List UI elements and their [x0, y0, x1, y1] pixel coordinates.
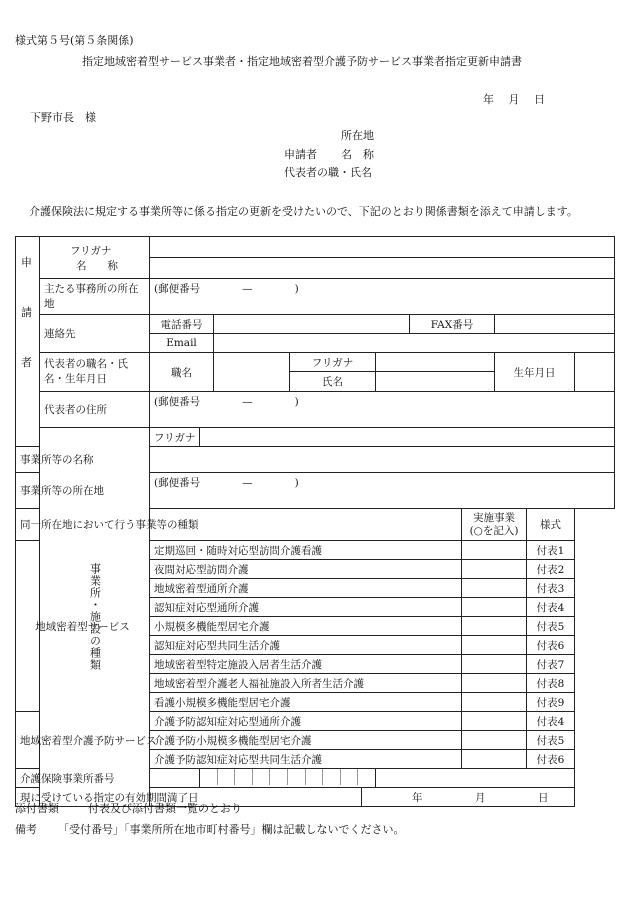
office-address-field[interactable] — [150, 279, 615, 315]
facility-side-label: 事業所・施設の種類 — [40, 428, 150, 807]
service-implement-field[interactable] — [462, 655, 527, 674]
service-name: 介護予防認知症対応型通所介護 — [150, 712, 462, 731]
service-form: 付表5 — [527, 617, 575, 636]
contact-label: 連絡先 — [40, 315, 150, 353]
service-form: 付表1 — [527, 541, 575, 560]
email-label: Email — [150, 334, 214, 353]
facility-name-label: 事業所等の名称 — [16, 447, 40, 473]
service-form: 付表4 — [527, 598, 575, 617]
rep-furigana-field[interactable] — [376, 353, 495, 372]
attachments-label: 添付書類 — [15, 802, 59, 815]
applicant-side-char: 申 — [21, 256, 34, 269]
service-form: 付表9 — [527, 693, 575, 712]
service-implement-field[interactable] — [462, 750, 527, 769]
remarks-label: 備考 — [15, 823, 37, 836]
furigana-field[interactable] — [150, 237, 615, 258]
rep-postal-code-text: (郵便番号 — ) — [154, 396, 299, 408]
service-form: 付表6 — [527, 750, 575, 769]
representative-label: 代表者の職・氏名 — [284, 166, 372, 179]
tel-label: 電話番号 — [150, 315, 214, 334]
tel-field[interactable] — [214, 315, 410, 334]
service-name: 地域密着型特定施設入居者生活介護 — [150, 655, 462, 674]
validity-date-field[interactable]: 年 月 日 — [362, 788, 575, 807]
service-name: 小規模多機能型居宅介護 — [150, 617, 462, 636]
service-implement-field[interactable] — [462, 560, 527, 579]
remarks-text: 「受付番号」「事業所所在地市町村番号」欄は記載しないでください。 — [58, 823, 405, 836]
form-number: 様式第５号(第５条関係) — [15, 34, 134, 47]
job-title-field[interactable] — [214, 353, 290, 392]
application-form-table — [15, 236, 615, 807]
service-name: 介護予防小規模多機能型居宅介護 — [150, 731, 462, 750]
applicant-address-label: 所在地 — [341, 129, 374, 142]
service-implement-field[interactable] — [462, 541, 527, 560]
facility-furigana-field[interactable] — [200, 428, 615, 447]
service-form: 付表3 — [527, 579, 575, 598]
service-name: 看護小規模多機能型居宅介護 — [150, 693, 462, 712]
insurance-number-label: 介護保険事業所番号 — [16, 769, 200, 788]
name-label: 名 称 — [76, 259, 118, 272]
service-form: 付表8 — [527, 674, 575, 693]
furigana-label: フリガナ — [70, 244, 112, 257]
rep-address-field[interactable] — [150, 392, 615, 428]
facility-name-field[interactable] — [150, 447, 615, 473]
service-implement-field[interactable] — [462, 598, 527, 617]
birth-date-field[interactable] — [575, 353, 615, 392]
service-implement-field[interactable] — [462, 731, 527, 750]
applicant-side-char: 者 — [21, 356, 34, 369]
addressee: 下野市長 様 — [30, 111, 96, 124]
implement-header: 実施事業 (○を記入) — [462, 509, 527, 541]
date-line: 年 月 日 — [483, 93, 545, 106]
service-group-label: 地域密着型サービス — [16, 541, 150, 712]
service-implement-field[interactable] — [462, 712, 527, 731]
name-field[interactable] — [150, 258, 615, 279]
service-form: 付表2 — [527, 560, 575, 579]
rep-name-label: 氏名 — [290, 372, 376, 392]
service-implement-field[interactable] — [462, 636, 527, 655]
facility-address-field[interactable] — [150, 473, 615, 509]
service-name: 介護予防認知症対応型共同生活介護 — [150, 750, 462, 769]
facility-address-label: 事業所等の所在地 — [16, 473, 40, 509]
service-name: 認知症対応型共同生活介護 — [150, 636, 462, 655]
birth-date-label: 生年月日 — [495, 353, 575, 392]
types-header: 同一所在地において行う事業等の種類 — [16, 509, 462, 541]
service-name: 地域密着型通所介護 — [150, 579, 462, 598]
insurance-number-field[interactable] — [200, 769, 376, 788]
attachments-text: 付表及び添付書類一覧のとおり — [88, 802, 242, 815]
service-name: 夜間対応型訪問介護 — [150, 560, 462, 579]
service-name: 定期巡回・随時対応型訪問介護看護 — [150, 541, 462, 560]
applicant-side-label — [16, 237, 40, 447]
service-implement-field[interactable] — [462, 674, 527, 693]
service-name: 認知症対応型通所介護 — [150, 598, 462, 617]
applicant-name-label: 名 称 — [341, 148, 374, 161]
job-title-label: 職名 — [150, 353, 214, 392]
page-title: 指定地域密着型サービス事業者・指定地域密着型介護予防サービス事業者指定更新申請書 — [82, 55, 522, 68]
service-group-label: 地域密着型介護予防サービス — [16, 712, 150, 769]
service-form: 付表6 — [527, 636, 575, 655]
service-implement-field[interactable] — [462, 693, 527, 712]
validity-label: 現に受けている指定の有効期間満了日 — [16, 788, 362, 807]
facility-postal-code-text: (郵便番号 — ) — [154, 477, 299, 489]
fax-label: FAX番号 — [410, 315, 495, 334]
office-address-label: 主たる事務所の所在地 — [40, 279, 150, 315]
service-implement-field[interactable] — [462, 617, 527, 636]
postal-code-text: (郵便番号 — ) — [154, 283, 299, 295]
service-form: 付表7 — [527, 655, 575, 674]
applicant-side-char: 請 — [21, 306, 34, 319]
representative-info-label: 代表者の職名・氏名・生年月日 — [40, 353, 150, 392]
applicant-label: 申請者 — [284, 148, 317, 161]
rep-address-label: 代表者の住所 — [40, 392, 150, 428]
rep-name-field[interactable] — [376, 372, 495, 392]
fax-field[interactable] — [495, 315, 615, 334]
service-form: 付表4 — [527, 712, 575, 731]
rep-furigana-label: フリガナ — [290, 353, 376, 372]
facility-furigana-label: フリガナ — [150, 428, 200, 447]
email-field[interactable] — [214, 334, 615, 353]
service-name: 地域密着型介護老人福祉施設入所者生活介護 — [150, 674, 462, 693]
body-text: 介護保険法に規定する事業所等に係る指定の更新を受けたいので、下記のとおり関係書類を添えて申請します。 — [29, 205, 578, 218]
service-form: 付表5 — [527, 731, 575, 750]
service-implement-field[interactable] — [462, 579, 527, 598]
form-header: 様式 — [527, 509, 575, 541]
